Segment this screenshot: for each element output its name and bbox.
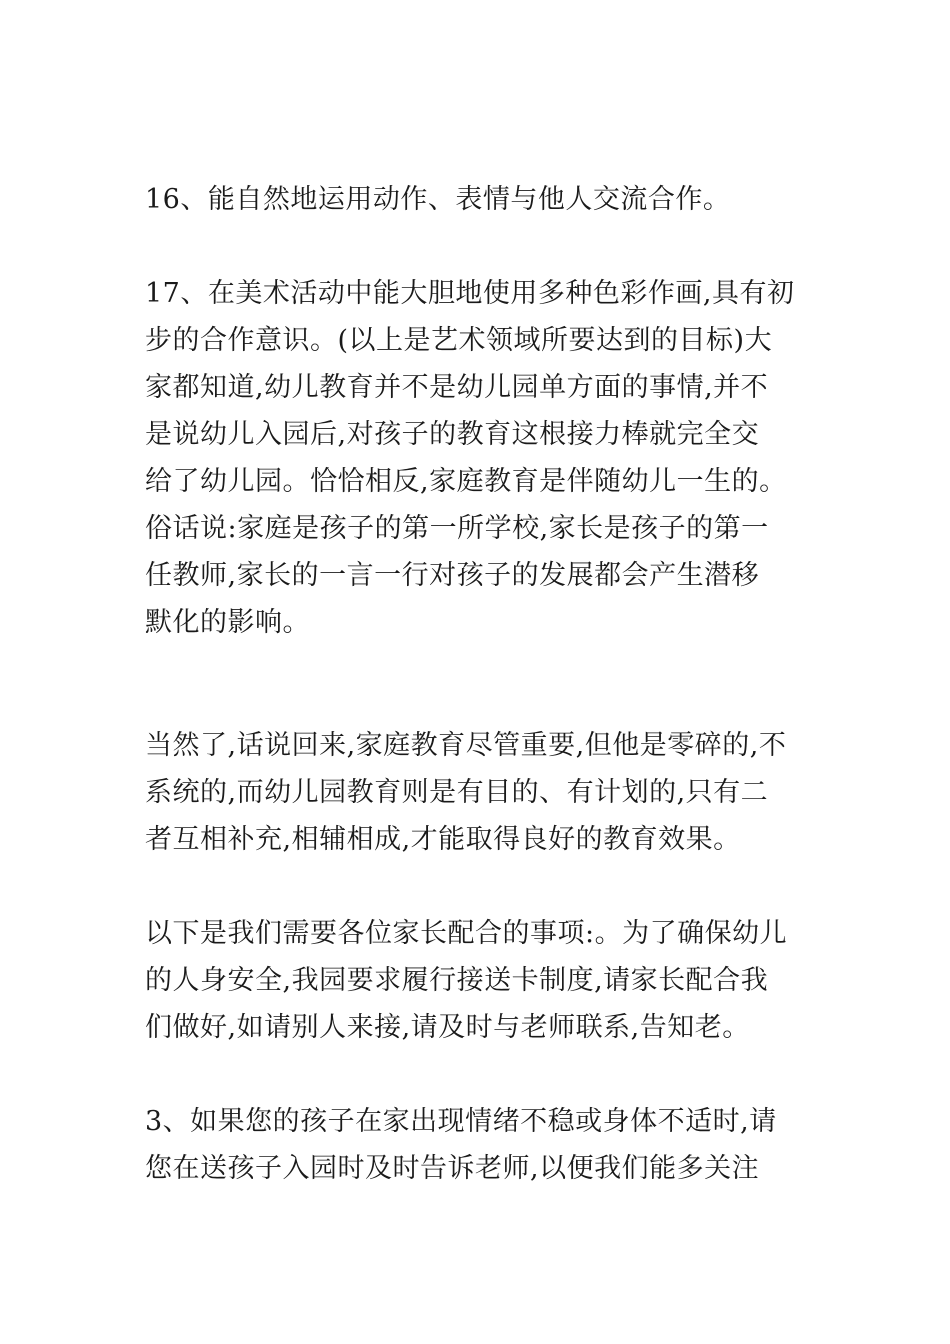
paragraph-family-education [145, 722, 810, 863]
text-line: 默化的影响。 [145, 607, 310, 638]
text-line: 者互相补充,相辅相成,才能取得良好的教育效果。 [145, 824, 741, 855]
paragraph-17 [145, 270, 810, 646]
text-line: 当然了,话说回来,家庭教育尽管重要,但他是零碎的,不 [145, 730, 787, 761]
paragraph-3 [145, 1098, 810, 1192]
text-line: 17、在美术活动中能大胆地使用多种色彩作画,具有初 [145, 278, 795, 309]
text-line: 给了幼儿园。恰恰相反,家庭教育是伴随幼儿一生的。 [145, 466, 787, 497]
text-line: 您在送孩子入园时及时告诉老师,以便我们能多关注 [145, 1153, 760, 1184]
text-line: 任教师,家长的一言一行对孩子的发展都会产生潜移 [145, 560, 760, 591]
paragraph-parent-notes [145, 910, 810, 1051]
text-line: 们做好,如请别人来接,请及时与老师联系,告知老。 [145, 1012, 750, 1043]
text-line: 3、如果您的孩子在家出现情绪不稳或身体不适时,请 [145, 1106, 777, 1137]
text-line: 俗话说:家庭是孩子的第一所学校,家长是孩子的第一 [145, 513, 769, 544]
text-line: 步的合作意识。(以上是艺术领域所要达到的目标)大 [145, 325, 773, 356]
paragraph-16 [145, 176, 810, 223]
text-line: 的人身安全,我园要求履行接送卡制度,请家长配合我 [145, 965, 769, 996]
text-line: 16、能自然地运用动作、表情与他人交流合作。 [145, 184, 731, 215]
text-line: 以下是我们需要各位家长配合的事项:。为了确保幼儿 [145, 918, 788, 949]
text-line: 系统的,而幼儿园教育则是有目的、有计划的,只有二 [145, 777, 769, 808]
text-line: 家都知道,幼儿教育并不是幼儿园单方面的事情,并不 [145, 372, 769, 403]
text-line: 是说幼儿入园后,对孩子的教育这根接力棒就完全交 [145, 419, 760, 450]
